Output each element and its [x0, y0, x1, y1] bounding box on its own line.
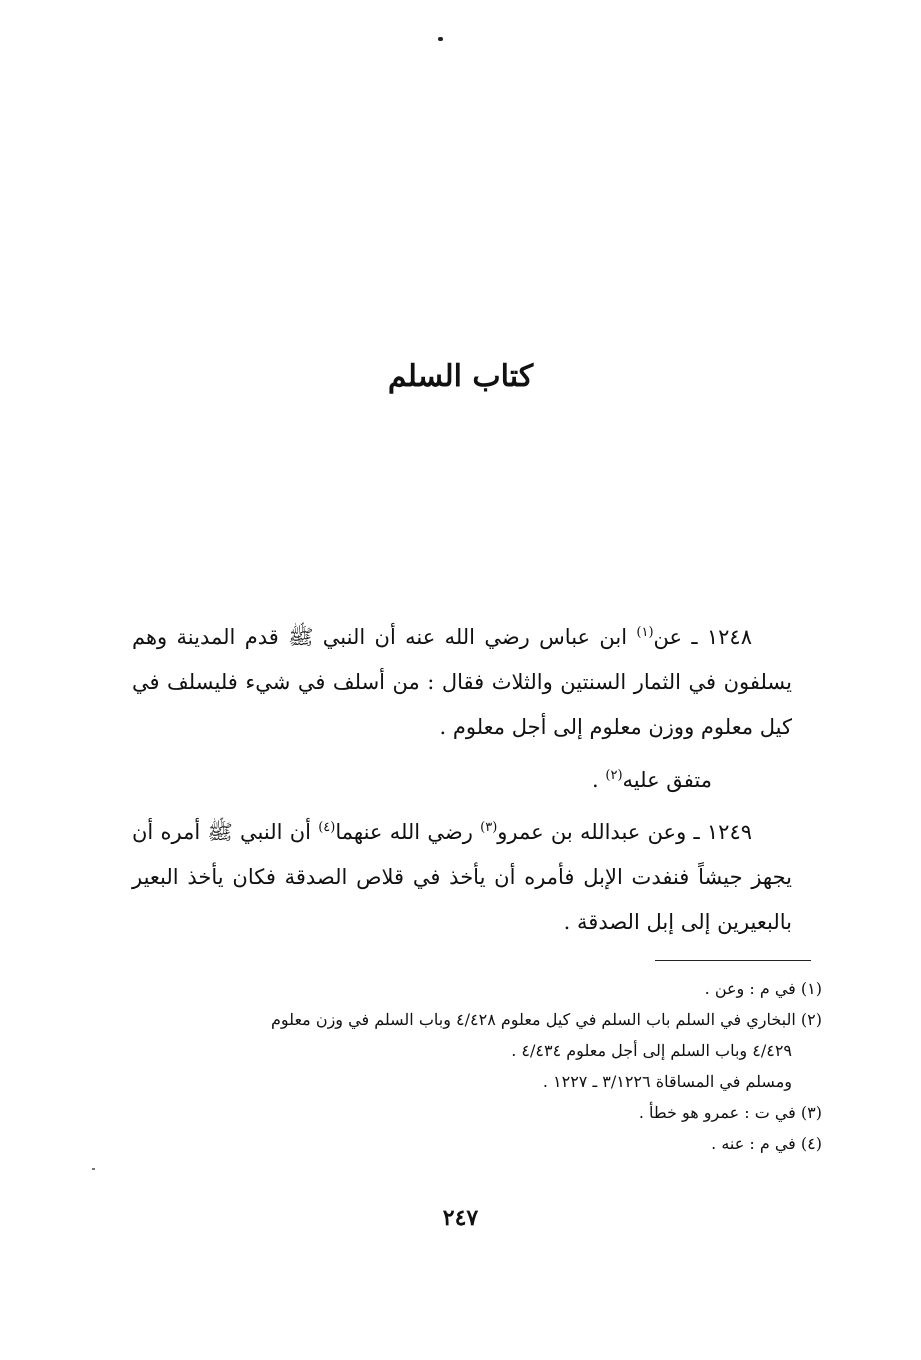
- hadith-text: ابن عباس رضي الله عنه أن النبي ﷺ قدم المدينة وهم يسلفون في الثمار السنتين والثلاث فقال : من أسلف في شيء فليسلف في كيل معلوم ووزن معلوم إلى أجل معلوم .: [132, 625, 792, 739]
- hadith-1248: [132, 615, 792, 750]
- scan-speck: [438, 37, 443, 41]
- footnote-2-continued: ومسلم في المساقاة ٣/١٢٢٦ ـ ١٢٢٧ .: [542, 1072, 792, 1091]
- hadith-source-note: [132, 758, 792, 803]
- footnote-ref-1: (١): [636, 625, 654, 640]
- chapter-title: كتاب السلم: [387, 359, 534, 394]
- footnote-ref-2: (٢): [605, 768, 623, 783]
- hadith-text: ١٢٤٨ ـ عن: [653, 625, 752, 649]
- scan-speck: [92, 1168, 95, 1170]
- hadith-text: رضي الله عنهما: [335, 820, 481, 844]
- footnote-divider: [655, 960, 811, 961]
- footnote-ref-4: (٤): [318, 820, 336, 835]
- footnote-2-continued: ٤/٤٢٩ وباب السلم إلى أجل معلوم ٤/٤٣٤ .: [511, 1041, 792, 1060]
- footnote-4: (٤) في م : عنه .: [711, 1134, 822, 1153]
- source-tail: .: [592, 768, 606, 792]
- source-text: متفق عليه: [622, 768, 712, 792]
- footnote-1: (١) في م : وعن .: [704, 979, 822, 998]
- hadith-1249: [132, 810, 792, 945]
- hadith-text: أن النبي ﷺ أمره أن يجهز جيشاً فنفدت الإبل فأمره أن يأخذ في قلاص الصدقة فكان يأخذ البعير بالبعيرين إلى إبل الصدقة .: [132, 820, 792, 934]
- page-number: ٢٤٧: [442, 1205, 479, 1231]
- footnotes: [132, 973, 822, 1159]
- footnote-ref-3: (٣): [480, 820, 498, 835]
- footnote-3: (٣) في ت : عمرو هو خطأ .: [638, 1103, 822, 1122]
- hadith-text: ١٢٤٩ ـ وعن عبدالله بن عمرو: [497, 820, 753, 844]
- footnote-2: (٢) البخاري في السلم باب السلم في كيل معلوم ٤/٤٢٨ وباب السلم في وزن معلوم: [270, 1010, 822, 1029]
